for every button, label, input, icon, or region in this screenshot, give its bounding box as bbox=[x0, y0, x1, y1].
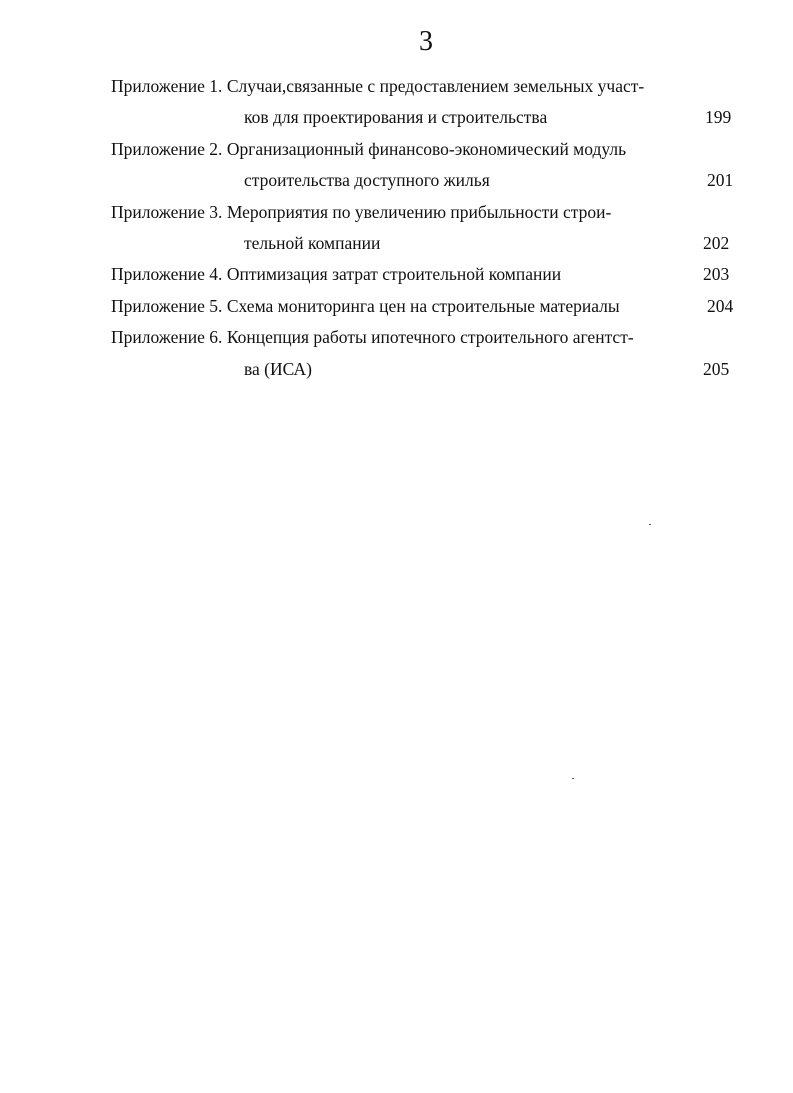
toc-entry-4-title: Оптимизация затрат строительной компании bbox=[226, 264, 562, 284]
toc-entry-1-line1 bbox=[111, 75, 644, 97]
toc-entry-3-label: Приложение 3. bbox=[111, 202, 223, 222]
toc-entry-5-label: Приложение 5. bbox=[111, 296, 223, 316]
toc-entry-1-line2: ков для проектирования и строительства bbox=[244, 107, 548, 127]
page-number: 3 bbox=[419, 26, 433, 57]
toc-entry-5-line1 bbox=[111, 295, 620, 317]
toc-entry-6-title: Концепция работы ипотечного строительного агентст- bbox=[226, 327, 634, 347]
toc-entry-1-label: Приложение 1. bbox=[111, 76, 223, 96]
toc-entry-1-title: Случаи,связанные с предоставлением земельных участ- bbox=[226, 76, 645, 96]
toc-entry-6-page: 205 bbox=[703, 359, 730, 379]
toc-entry-3-line1 bbox=[111, 201, 611, 223]
scan-speck bbox=[649, 524, 651, 525]
toc-entry-3-line2: тельной компании bbox=[244, 233, 381, 253]
toc-entry-3-title: Мероприятия по увеличению прибыльности строи- bbox=[226, 202, 612, 222]
toc-entry-6-line2: ва (ИСА) bbox=[244, 359, 312, 379]
toc-entry-4-line1 bbox=[111, 263, 561, 285]
toc-entry-6-label: Приложение 6. bbox=[111, 327, 223, 347]
toc-entry-2-page: 201 bbox=[707, 170, 734, 190]
toc-entry-6-line1 bbox=[111, 326, 634, 348]
toc-entry-4-page: 203 bbox=[703, 264, 730, 284]
toc-entry-2-label: Приложение 2. bbox=[111, 139, 223, 159]
toc-entry-3-page: 202 bbox=[703, 233, 730, 253]
scan-speck bbox=[572, 778, 574, 779]
toc-entry-2-line2: строительства доступного жилья bbox=[244, 170, 490, 190]
toc-entry-5-title: Схема мониторинга цен на строительные материалы bbox=[226, 296, 620, 316]
toc-entry-2-line1 bbox=[111, 138, 626, 160]
toc-entry-5-page: 204 bbox=[707, 296, 734, 316]
toc-entry-4-label: Приложение 4. bbox=[111, 264, 223, 284]
toc-entry-2-title: Организационный финансово-экономический модуль bbox=[226, 139, 627, 159]
toc-entry-1-page: 199 bbox=[705, 107, 732, 127]
